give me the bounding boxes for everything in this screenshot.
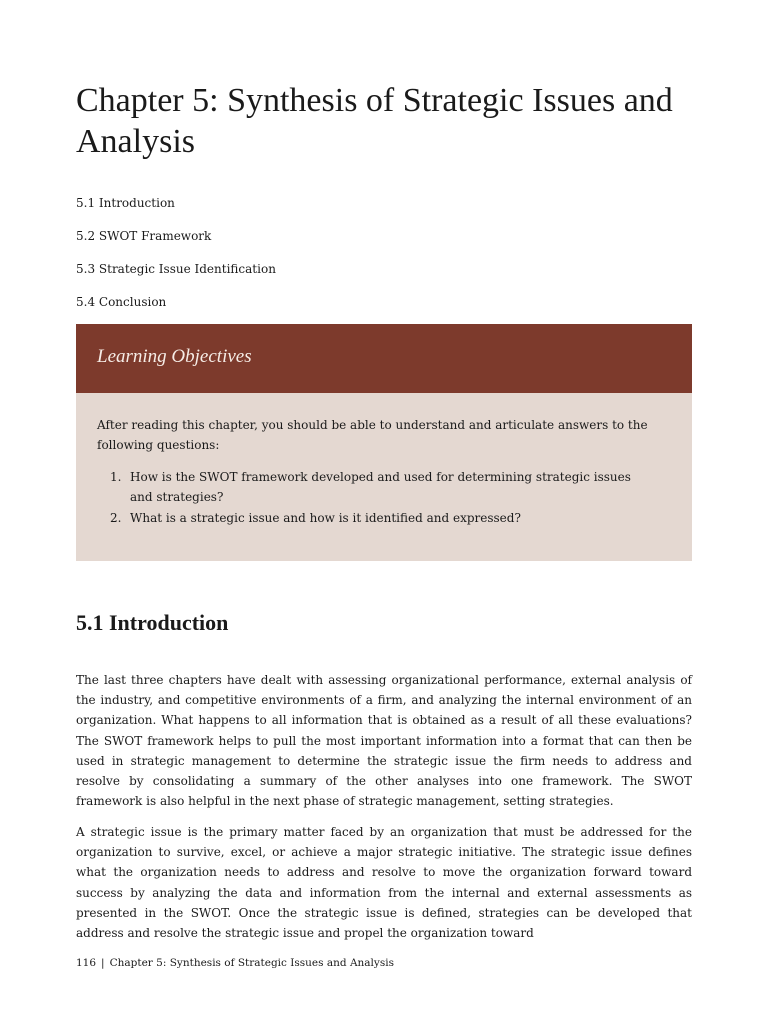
table-of-contents <box>76 194 692 326</box>
list-item-number: 2. <box>110 511 122 525</box>
toc-item-strategic-issue-identification[interactable]: 5.3 Strategic Issue Identification <box>76 262 276 276</box>
chapter-title: Chapter 5: Synthesis of Strategic Issues and Analysis <box>76 82 673 160</box>
list-item-text: What is a strategic issue and how is it identified and expressed? <box>130 511 521 525</box>
page-footer <box>76 955 394 971</box>
list-item <box>97 467 657 507</box>
learning-objectives-body <box>76 393 692 561</box>
learning-objectives-header <box>76 324 692 393</box>
body-paragraph: A strategic issue is the primary matter faced by an organization that must be addressed for the organization to survive, excel, or achieve a major strategic initiative. The strategic issue defines what the organization needs to address and resolve to move the organization forward toward success by analyzing the data and information from the internal and external assessments as presented in the SWOT. Once the strategic issue is defined, strategies can be developed that address and resolve the strategic issue and propel the organization toward <box>76 825 692 941</box>
learning-objectives-box <box>76 324 692 561</box>
toc-item-introduction[interactable]: 5.1 Introduction <box>76 196 175 210</box>
footer-chapter-title: Chapter 5: Synthesis of Strategic Issues and Analysis <box>109 957 394 969</box>
body-paragraph: The last three chapters have dealt with assessing organizational performance, external analysis of the industry, and competitive environments of a firm, and analyzing the internal environment of an organization. What happens to all information that is obtained as a result of all these evaluations? The SWOT framework helps to pull the most important information into a format that can then be used in strategic management to determine the strategic issue the firm needs to address and resolve by consolidating a summary of the other analyses into one framework. The SWOT framework is also helpful in the next phase of strategic management, setting strategies. <box>76 673 692 809</box>
section-heading: 5.1 Introduction <box>76 610 229 635</box>
toc-item-swot-framework[interactable]: 5.2 SWOT Framework <box>76 229 212 243</box>
footer-separator: | <box>101 957 105 969</box>
list-item-number: 1. <box>110 470 122 484</box>
list-item-text: How is the SWOT framework developed and used for determining strategic issues and strategies? <box>130 470 631 504</box>
learning-objectives-list <box>97 467 657 529</box>
page-number: 116 <box>76 957 97 969</box>
list-item <box>97 508 657 528</box>
toc-item-conclusion[interactable]: 5.4 Conclusion <box>76 295 167 309</box>
learning-objectives-title: Learning Objectives <box>97 346 252 367</box>
learning-objectives-intro: After reading this chapter, you should be able to understand and articulate answers to the following questions: <box>97 418 648 452</box>
